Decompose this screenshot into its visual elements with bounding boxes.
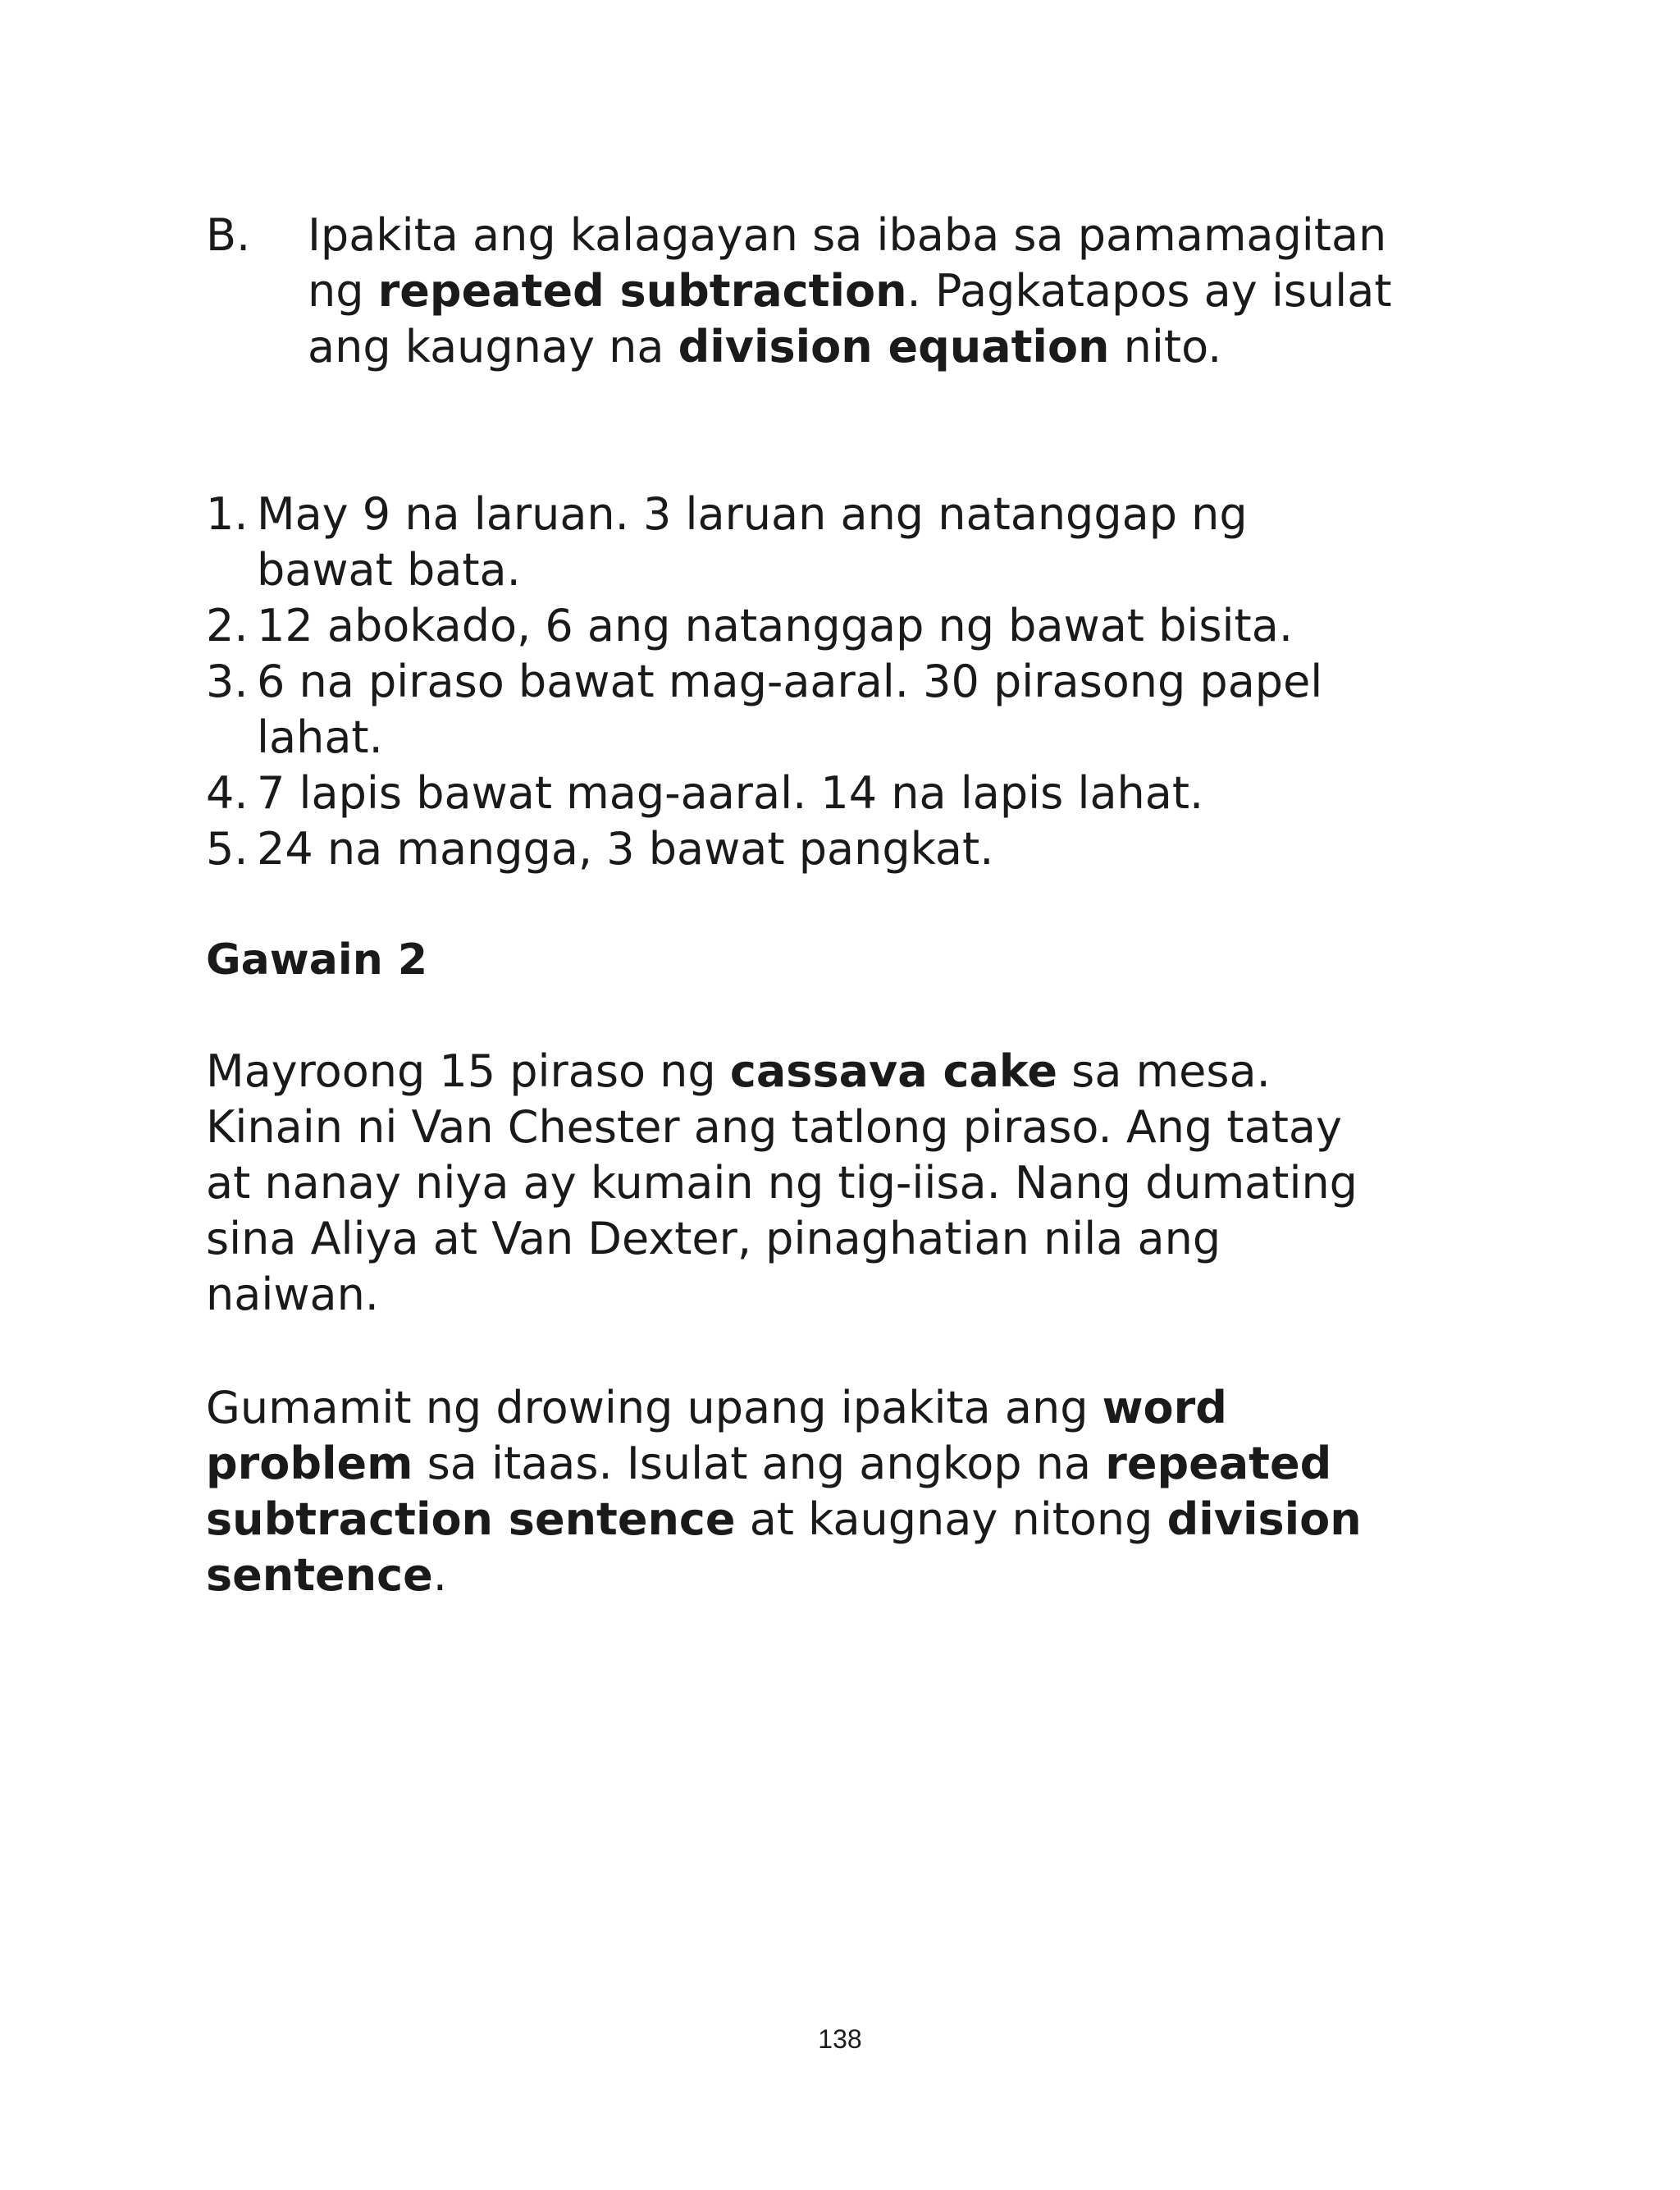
list-item [206, 821, 1395, 877]
instruction-text: nito. [1109, 321, 1222, 373]
paragraph-bold-term: word problem [206, 1382, 1227, 1489]
section-b-marker: B. [206, 209, 251, 261]
instruction-text: Ipakita ang kalagayan sa ibaba sa pamamagitan ng [308, 209, 1387, 317]
paragraph-bold-term: cassava cake [729, 1045, 1058, 1097]
exercise-list [206, 487, 1395, 877]
word-problem-paragraph [206, 1044, 1395, 1323]
paragraph-text: Gumamit ng drowing upang ipakita ang [206, 1382, 1102, 1433]
item-text: 7 lapis bawat mag-aaral. 14 na lapis lahat. [257, 767, 1204, 819]
list-item [206, 598, 1395, 654]
list-item [206, 654, 1395, 766]
item-number: 2. [206, 600, 249, 652]
item-text: 12 abokado, 6 ang natanggap ng bawat bisita. [257, 600, 1293, 652]
task-instruction-paragraph [206, 1380, 1395, 1603]
instruction-text: . Pagkatapos ay isulat ang kaugnay na [308, 265, 1392, 373]
gawain-heading: Gawain 2 [206, 935, 428, 985]
paragraph-text: sa itaas. Isulat ang angkop na [413, 1438, 1106, 1489]
item-number: 5. [206, 823, 249, 875]
list-item [206, 766, 1395, 821]
paragraph-text: Mayroong 15 piraso ng [206, 1045, 730, 1097]
item-number: 4. [206, 767, 249, 819]
paragraph-bold-term: division sentence [206, 1493, 1362, 1601]
page-number: 138 [818, 2024, 862, 2054]
paragraph-text: at kaugnay nitong [735, 1493, 1167, 1545]
instruction-bold-term: division equation [678, 321, 1110, 373]
paragraph-text: sa mesa. Kinain ni Van Chester ang tatlong piraso. Ang tatay at nanay niya ay kumain ng tig-iisa. Nang dumating sina Aliya at Van Dexter, pinaghatian nila ang naiwan. [206, 1045, 1358, 1320]
item-text: 24 na mangga, 3 bawat pangkat. [257, 823, 994, 875]
item-text: 6 na piraso bawat mag-aaral. 30 pirasong papel lahat. [257, 656, 1323, 763]
section-b [206, 208, 1395, 375]
instruction-bold-term: repeated subtraction [377, 265, 907, 317]
item-number: 1. [206, 488, 249, 540]
item-text: May 9 na laruan. 3 laruan ang natanggap ng bawat bata. [257, 488, 1248, 596]
paragraph-bold-term: repeated subtraction sentence [206, 1438, 1332, 1545]
paragraph-text: . [432, 1549, 447, 1601]
list-item [206, 487, 1395, 598]
item-number: 3. [206, 656, 249, 707]
section-b-instruction [308, 208, 1395, 375]
